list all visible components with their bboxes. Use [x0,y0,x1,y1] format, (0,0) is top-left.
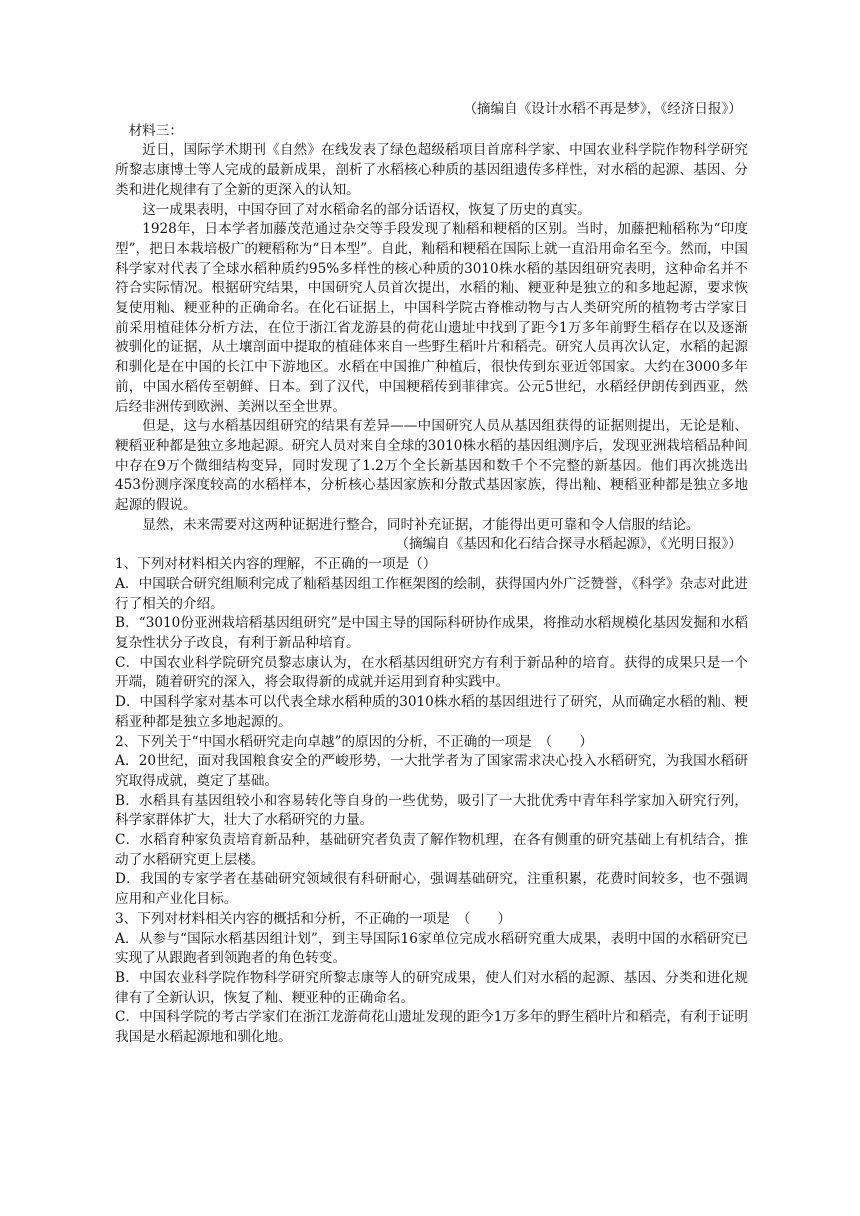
question-2-option-c: C．水稻育种家负责培育新品种，基础研究者负责了解作物机理，在各有侧重的研究基础上有机结合，推动了水稻研究更上层楼。 [115,832,748,868]
question-2-option-a: A．20世纪，面对我国粮食安全的严峻形势，一大批学者为了国家需求决心投入水稻研究，为我国水稻研究取得成就，奠定了基础。 [115,753,748,789]
question-3-option-b: B．中国农业科学院作物科学研究所黎志康等人的研究成果，使人们对水稻的起源、基因、分类和进化规律有了全新认识，恢复了籼、粳亚种的正确命名。 [115,969,748,1006]
question-2-stem: 2、下列关于“中国水稻研究走向卓越”的原因的分析，不正确的一项是 （ ） [115,733,593,750]
paragraph-1: 近日，国际学术期刊《自然》在线发表了绿色超级稻项目首席科学家、中国农业科学院作物科学研究所黎志康博士等人完成的最新成果，剖析了水稻核心种质的基因组遗传多样性，对水稻的起源、基因、分类和进化规律有了全新的更深入的认知。 [115,142,748,198]
question-2-option-b: B．水稻具有基因组较小和容易转化等自身的一些优势，吸引了一大批优秀中青年科学家加入研究行列，科学家群体扩大，壮大了水稻研究的力量。 [115,792,748,829]
document-page [115,100,748,1048]
paragraph-2: 这一成果表明，中国夺回了对水稻命名的部分话语权，恢复了历史的真实。 [142,201,591,218]
question-1-stem: 1、下列对材料相关内容的理解，不正确的一项是（） [115,556,437,573]
question-1-option-d: D．中国科学家对基本可以代表全球水稻种质的3010株水稻的基因组进行了研究，从而确定水稻的籼、粳稻亚种都是独立多地起源的。 [115,694,748,730]
material-heading: 材料三： [128,122,183,139]
question-3-stem: 3、下列对材料相关内容的概括和分析，不正确的一项是 （ ） [115,910,512,927]
question-1-option-a: A．中国联合研究组顺利完成了籼稻基因组工作框架图的绘制，获得国内外广泛赞誉，《科学》杂志对此进行了相关的介绍。 [115,575,748,612]
question-3-option-a: A．从参与“国际水稻基因组计划”，到主导国际16家单位完成水稻研究重大成果，表明中国的水稻研究已实现了从跟跑者到领跑者的角色转变。 [115,930,748,967]
paragraph-4: 但是，这与水稻基因组研究的结果有差异——中国研究人员从基因组获得的证据则提出，无论是籼、粳稻亚种都是独立多地起源。研究人员对来自全球的3010株水稻的基因组测序后，发现亚洲栽培稻品种间中存在9万个微细结构变异，同时发现了1.2万个全长新基因和数千个不完整的新基因。他们再次挑选出453份测序深度较高的水稻样本，分析核心基因家族和分散式基因家族，得出籼、粳稻亚种都是独立多地起源的假说。 [115,418,748,514]
question-1-option-c: C．中国农业科学院研究员黎志康认为，在水稻基因组研究方有利于新品种的培育。获得的成果只是一个开端，随着研究的深入，将会取得新的成就并运用到育种实践中。 [115,654,748,691]
source-citation-bottom: （摘编自《基因和化石结合探寻水稻起源》，《光明日报》） [395,536,742,553]
paragraph-3: 1928年，日本学者加藤茂范通过杂交等手段发现了籼稻和粳稻的区别。当时，加藤把籼稻称为“印度型”，把日本栽培极广的粳稻称为“日本型”。自此，籼稻和粳稻在国际上就一直沿用命名至今。然而，中国科学家对代表了全球水稻种质约95%多样性的核心种质的3010株水稻的基因组研究表明，这种命名并不符合实际情况。根据研究结果，中国研究人员首次提出，水稻的籼、粳亚种是独立的和多地起源，要求恢复使用籼、粳亚种的正确命名。在化石证据上，中国科学院古脊椎动物与古人类研究所的植物考古学家日前采用植硅体分析方法，在位于浙江省龙游县的荷花山遗址中找到了距今1万多年前野生稻存在以及逐渐被驯化的证据，从土壤剖面中提取的植硅体来自一些野生稻叶片和稻壳。研究人员再次认定，水稻的起源和驯化是在中国的长江中下游地区。水稻在中国推广种植后，很快传到东亚近邻国家。大约在3000多年前，中国水稻传至朝鲜、日本。到了汉代，中国粳稻传到菲律宾。公元5世纪，水稻经伊朗传到西亚，然后经非洲传到欧洲、美洲以至全世界。 [115,221,748,415]
question-2-option-d: D．我国的专家学者在基础研究领域很有科研耐心，强调基础研究，注重积累，花费时间较多，也不强调应用和产业化目标。 [115,871,748,908]
paragraph-5: 显然，未来需要对这两种证据进行整合，同时补充证据，才能得出更可靠和令人信服的结论。 [142,516,700,533]
source-citation-top: （摘编自《设计水稻不再是梦》，《经济日报》） [463,101,742,117]
question-3-option-c: C．中国科学院的考古学家们在浙江龙游荷花山遗址发现的距今1万多年的野生稻叶片和稻壳，有利于证明我国是水稻起源地和驯化地。 [115,1009,748,1046]
question-1-option-b: B．“3010份亚洲栽培稻基因组研究”是中国主导的国际科研协作成果，将推动水稻规模化基因发掘和水稻复杂性状分子改良，有利于新品种培育。 [115,615,748,651]
